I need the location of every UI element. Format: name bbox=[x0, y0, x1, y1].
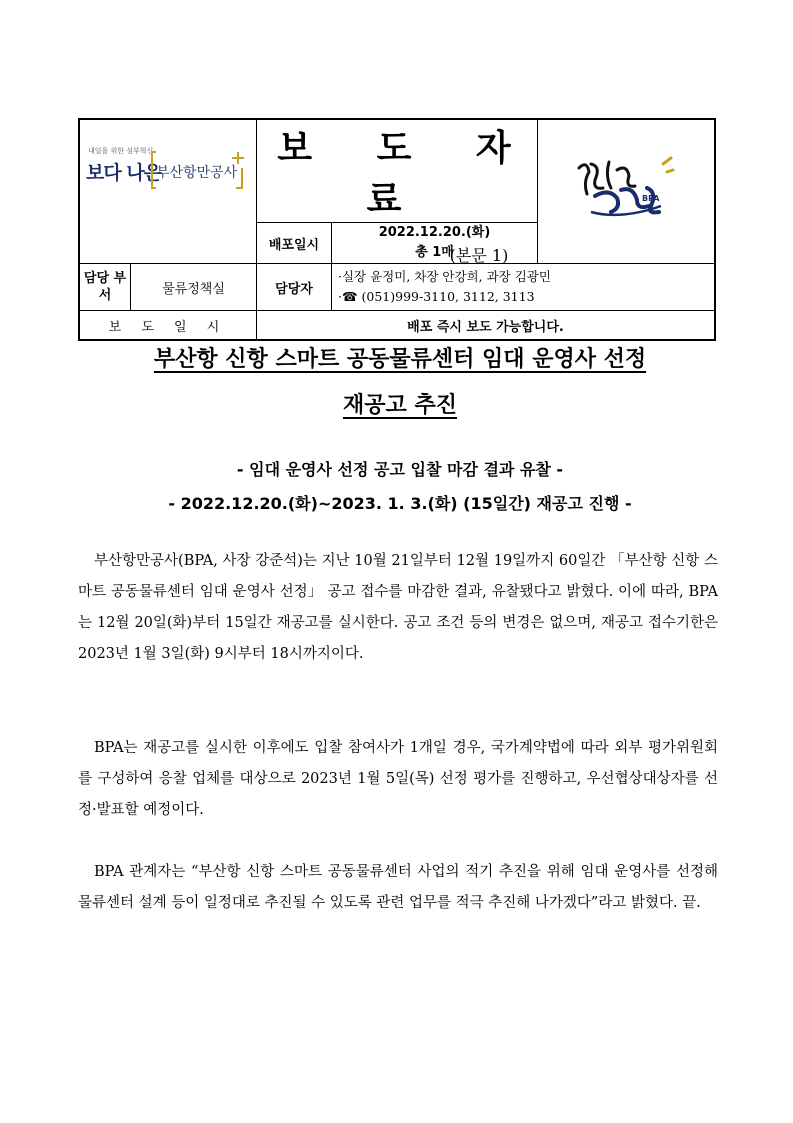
page-count-detail: (본문 1) bbox=[449, 246, 509, 265]
subtitle-line2: - 2022.12.20.(화)~2023. 1. 3.(화) (15일간) 재공고 진행 - bbox=[168, 494, 632, 513]
contact-cell bbox=[332, 264, 716, 311]
subtitle-line1: - 임대 운영사 선정 공고 입찰 마감 결과 유찰 - bbox=[236, 460, 564, 479]
stamp-brand: BPA bbox=[642, 194, 660, 203]
contact-phone: ·☎ (051)999-3110, 3112, 3113 bbox=[338, 289, 535, 304]
contact-label: 담당자 bbox=[257, 264, 332, 311]
dist-date-label: 배포일시 bbox=[257, 223, 332, 264]
logo-slogan: 내일을 위한 섬부혁신 bbox=[88, 147, 154, 155]
dept-row bbox=[79, 264, 257, 311]
dept-label: 담당 부서 bbox=[80, 264, 131, 310]
page-count: 총 1매 bbox=[415, 245, 454, 260]
release-label: 보 도 일 시 bbox=[79, 311, 257, 341]
dist-date-cell bbox=[332, 223, 538, 264]
campaign-calligraphy-icon bbox=[551, 150, 701, 230]
headline-line2: 재공고 추진 bbox=[343, 393, 457, 418]
body-paragraph-1: 부산항만공사(BPA, 사장 강준석)는 지난 10월 21일부터 12월 19일까지 60일간 「부산항 신항 스마트 공동물류센터 임대 운영사 선정」 공고 접수를 마감한 결과, 유찰됐다고 밝혔다. 이에 따라, BPA는 12월 20일(화)부터 15일간 재공고를 실시한다. 공고 조건 등의 변경은 없으며, 재공고 접수기한은 2023년 1월 3일(화) 9시부터 18시까지이다. bbox=[78, 553, 718, 662]
body-paragraph-3: BPA 관계자는 “부산항 신항 스마트 공동물류센터 사업의 적기 추진을 위해 임대 운영사를 선정해 물류센터 설계 등이 일정대로 추진될 수 있도록 관련 업무를 적극 추진해 나가겠다”라고 밝혔다. 끝. bbox=[78, 864, 718, 911]
doc-title: 보 도 자 료 bbox=[257, 119, 538, 223]
dist-date: 2022.12.20.(화) bbox=[378, 225, 491, 240]
logo-org-name: 부산항만공사 bbox=[156, 165, 238, 181]
logo-main-text: 보다 나은 bbox=[86, 162, 162, 184]
dept-value: 물류정책실 bbox=[162, 281, 225, 297]
campaign-stamp bbox=[538, 119, 716, 264]
bpa-logo bbox=[80, 120, 256, 213]
release-value: 배포 즉시 보도 가능합니다. bbox=[257, 311, 716, 341]
contact-names: ·실장 윤정미, 차장 안강희, 과장 김광민 bbox=[338, 269, 551, 284]
press-header-table bbox=[78, 118, 716, 341]
headline-line1: 부산항 신항 스마트 공동물류센터 임대 운영사 선정 bbox=[153, 347, 647, 372]
body-paragraph-2: BPA는 재공고를 실시한 이후에도 입찰 참여사가 1개일 경우, 국가계약법에 따라 외부 평가위원회를 구성하여 응찰 업체를 대상으로 2023년 1월 5일(목) 선정 평가를 진행하고, 우선협상대상자를 선정·발표할 예정이다. bbox=[78, 740, 718, 818]
logo-cell bbox=[79, 119, 257, 264]
